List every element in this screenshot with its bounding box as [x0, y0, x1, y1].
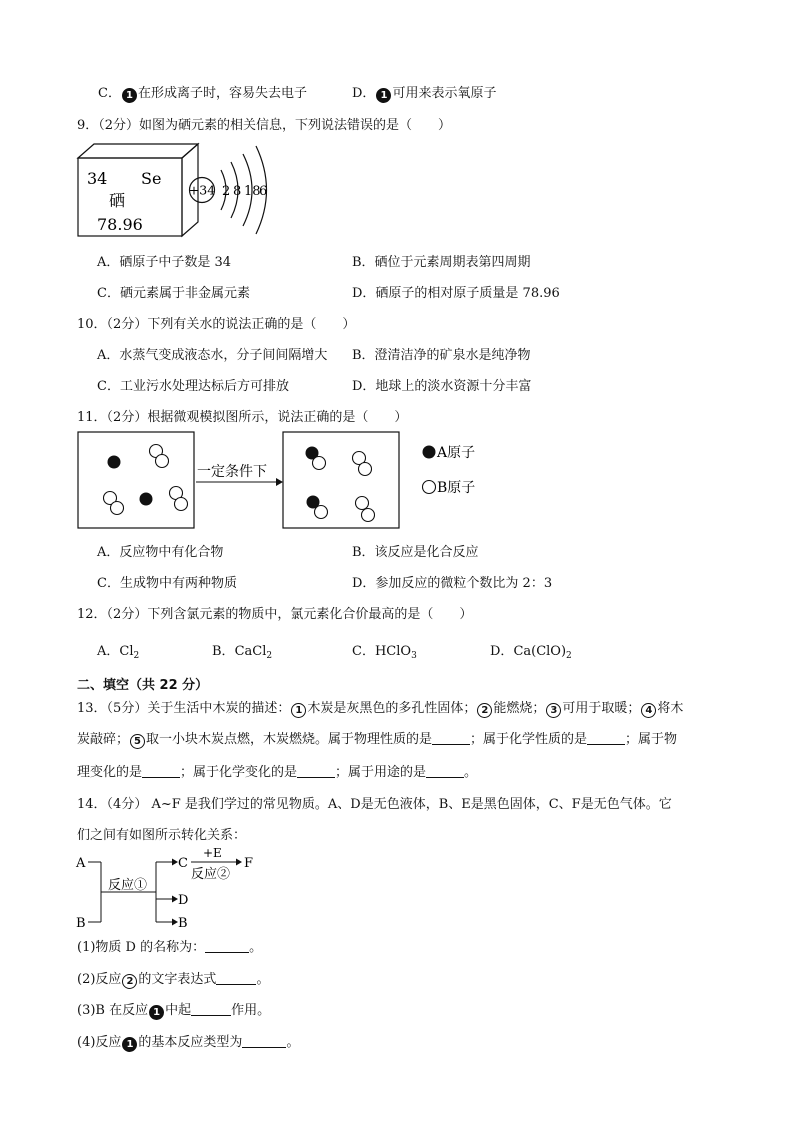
formula-subscript: 2	[133, 651, 140, 661]
circled-number: 5	[130, 734, 145, 749]
b-atom	[175, 498, 188, 511]
shell-electrons: 2	[222, 184, 231, 199]
q12-option-a	[97, 640, 139, 659]
element-mass: 78.96	[97, 215, 143, 234]
answer-blank-reaction-type[interactable]	[242, 1034, 286, 1048]
option-label: A．	[97, 644, 120, 659]
q11-option-b: B．该反应是化合反应	[352, 545, 479, 560]
q14-sub-text: 的文字表达式	[138, 972, 217, 987]
q14-sub-3	[77, 999, 270, 1020]
q13-line-3	[77, 761, 477, 780]
circled-number: 1	[149, 1005, 164, 1020]
reaction-1-label: 反应①	[108, 878, 148, 893]
b-atom	[315, 506, 328, 519]
reaction-condition: 一定条件下	[197, 464, 267, 480]
answer-blank-physical-change[interactable]	[142, 764, 180, 778]
b-atom	[362, 509, 375, 522]
legend-a-marker	[423, 446, 436, 459]
formula: HClO	[374, 644, 412, 659]
q11-option-d: D．参加反应的微粒个数比为 2：3	[352, 576, 553, 591]
b-atom	[111, 502, 124, 515]
answer-blank-use[interactable]	[426, 764, 464, 778]
q14-sub-text: 。	[256, 972, 270, 987]
node-b-output: B	[178, 916, 188, 931]
answer-blank-b-role[interactable]	[191, 1002, 231, 1016]
node-a: A	[76, 856, 86, 871]
legend-b-label: B原子	[437, 480, 476, 496]
element-number: 34	[87, 169, 108, 188]
circled-number: 1	[122, 1037, 137, 1052]
q13-text: 炭敲碎；	[77, 732, 130, 747]
formula-subscript: 2	[266, 651, 273, 661]
node-d: D	[178, 893, 189, 908]
q11-option-a: A．反应物中有化合物	[97, 545, 224, 560]
legend-b-marker	[423, 481, 436, 494]
q10-option-d: D．地球上的淡水资源十分丰富	[352, 379, 532, 394]
q13-text: ；属于化学变化的是	[180, 765, 298, 780]
node-c: C	[178, 856, 188, 871]
q13-item: 能燃烧；	[493, 701, 546, 716]
q13-line-1	[77, 697, 683, 718]
q13-text: 。	[464, 765, 478, 780]
shell-electrons: 18	[244, 184, 261, 199]
b-atom	[313, 457, 326, 470]
q13-item: 木炭是灰黑色的多孔性固体；	[307, 701, 477, 716]
product-box	[283, 432, 399, 528]
q11-stem: 11．（2分）根据微观模拟图所示，说法正确的是（ ）	[77, 410, 408, 425]
q13-line-2	[77, 728, 677, 749]
circled-number: 1	[376, 88, 391, 103]
circled-number: 2	[477, 703, 492, 718]
option-label: C．	[98, 86, 121, 101]
q13-text: 理变化的是	[77, 765, 143, 780]
b-atom	[156, 455, 169, 468]
q14-sub-2	[77, 968, 269, 989]
q14-sub-text: 。	[249, 940, 263, 955]
micro-model-diagram	[76, 430, 506, 532]
element-name: 硒	[109, 191, 126, 210]
node-b: B	[76, 916, 86, 931]
node-f: F	[244, 856, 254, 871]
q14-sub-text: (1)物质 D 的名称为：	[77, 940, 206, 955]
q9-stem: 9．（2分）如图为硒元素的相关信息，下列说法错误的是（ ）	[77, 118, 452, 133]
q9-option-d: D．硒原子的相对原子质量是 78.96	[352, 286, 560, 301]
formula: CaCl	[234, 644, 267, 659]
q13-stem: 13．（5分）关于生活中木炭的描述：	[77, 701, 291, 716]
q14-sub-text: (3)B 在反应	[77, 1003, 149, 1018]
q14-line-1: 14．（4分） A~F 是我们学过的常见物质。A、D是无色液体，B、E是黑色固体，C、F是无色气体。它	[77, 797, 672, 812]
shell-electrons: 8	[233, 184, 242, 199]
circled-number: 1	[122, 88, 137, 103]
q13-text: ；属于用途的是	[335, 765, 427, 780]
option-label: C．	[352, 644, 375, 659]
answer-blank-chemical-change[interactable]	[297, 764, 335, 778]
section-heading: 二、填空（共 22 分）	[77, 678, 209, 693]
circled-number: 4	[641, 703, 656, 718]
arrow-head	[236, 859, 242, 866]
q10-option-c: C．工业污水处理达标后方可排放	[97, 379, 289, 394]
formula-subscript: 2	[566, 651, 572, 661]
q10-option-a: A．水蒸气变成液态水，分子间间隔增大	[97, 348, 328, 363]
legend-a-label: A原子	[437, 445, 476, 461]
q8-option-d	[352, 82, 496, 103]
q12-stem: 12．（2分）下列含氯元素的物质中，氯元素化合价最高的是（ ）	[77, 607, 473, 622]
q13-text: 取一小块木炭点燃，木炭燃烧。属于物理性质的是	[146, 732, 433, 747]
q13-text: ；属于物	[625, 732, 678, 747]
option-label: D．	[352, 86, 376, 101]
a-atom	[108, 456, 121, 469]
q12-option-d	[490, 640, 572, 659]
q10-option-b: B．澄清洁净的矿泉水是纯净物	[352, 348, 531, 363]
selenium-figure	[76, 140, 286, 240]
option-label: B．	[212, 644, 235, 659]
shell-electrons: 6	[259, 184, 268, 199]
q14-sub-text: (2)反应	[77, 972, 122, 987]
conversion-diagram	[74, 845, 274, 931]
formula-subscript: 3	[411, 651, 417, 661]
answer-blank-word-equation[interactable]	[216, 971, 256, 985]
q12-option-b	[212, 640, 272, 659]
circled-number: 3	[546, 703, 561, 718]
atom-structure-diagram	[189, 146, 267, 234]
element-cube	[78, 144, 198, 236]
q13-item: 将木	[657, 701, 684, 716]
q14-sub-text: (4)反应	[77, 1035, 122, 1050]
reagent-e-label: +E	[203, 846, 222, 860]
answer-blank-chemical-property[interactable]	[587, 731, 625, 745]
reactant-box	[78, 432, 194, 528]
q9-option-c: C．硒元素属于非金属元素	[97, 286, 250, 301]
b-atom	[356, 497, 369, 510]
q14-sub-1	[77, 936, 262, 955]
q14-sub-text: 作用。	[231, 1003, 271, 1018]
circled-number: 1	[291, 703, 306, 718]
q10-stem: 10．（2分）下列有关水的说法正确的是（ ）	[77, 317, 356, 332]
q14-sub-text: 。	[286, 1035, 300, 1050]
option-text: 可用来表示氧原子	[392, 86, 497, 101]
q9-option-a: A．硒原子中子数是 34	[97, 255, 232, 270]
q8-option-c	[98, 82, 307, 103]
b-atom	[359, 463, 372, 476]
q14-line-2: 们之间有如图所示转化关系：	[77, 828, 247, 843]
element-symbol: Se	[141, 169, 162, 188]
q11-option-c: C．生成物中有两种物质	[97, 576, 237, 591]
option-text: 在形成离子时，容易失去电子	[137, 86, 307, 101]
circled-number: 2	[122, 974, 137, 989]
a-atom	[140, 493, 153, 506]
reaction-2-label: 反应②	[191, 867, 231, 882]
formula: Cl	[119, 644, 134, 659]
answer-blank-d-name[interactable]	[205, 939, 249, 953]
arrow-head	[276, 478, 283, 486]
formula: Ca(ClO)	[513, 644, 567, 659]
q9-option-b: B．硒位于元素周期表第四周期	[352, 255, 531, 270]
q14-sub-4	[77, 1031, 299, 1052]
q14-sub-text: 的基本反应类型为	[138, 1035, 243, 1050]
q14-sub-text: 中起	[165, 1003, 192, 1018]
q13-text: ；属于化学性质的是	[470, 732, 588, 747]
q13-item: 可用于取暖；	[562, 701, 641, 716]
option-label: D．	[490, 644, 514, 659]
q12-option-c	[352, 640, 417, 659]
answer-blank-physical-property[interactable]	[432, 731, 470, 745]
nucleus-charge: +34	[188, 182, 216, 198]
